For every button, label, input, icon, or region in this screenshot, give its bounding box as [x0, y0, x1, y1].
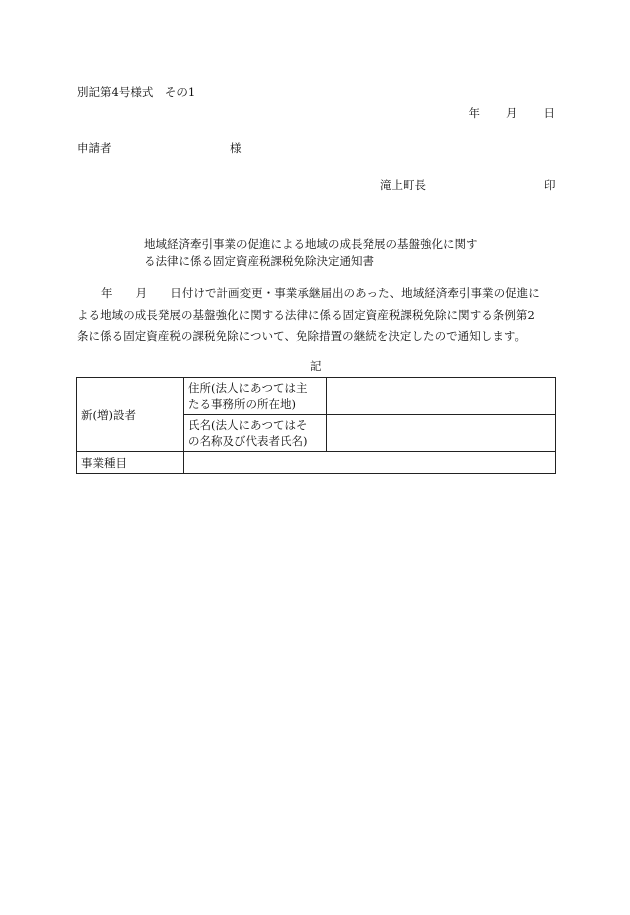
applicant-label: 申請者: [77, 141, 112, 155]
name-label-line: の名称及び代表者氏名): [188, 434, 308, 448]
name-label: [184, 415, 327, 452]
title-line: 地域経済牽引事業の促進による地域の成長発展の基盤強化に関す: [144, 237, 478, 251]
name-value-cell[interactable]: [327, 415, 556, 452]
business-type-value-cell[interactable]: [184, 452, 556, 474]
address-label-line: たる事務所の所在地): [188, 397, 296, 411]
ki-heading: 記: [310, 359, 322, 373]
body-line: よる地域の成長発展の基盤強化に関する法律に係る固定資産税課税免除に関する条例第2: [77, 307, 535, 322]
notice-body: [77, 283, 557, 348]
table-row: [77, 378, 556, 415]
title-line: る法律に係る固定資産税課税免除決定通知書: [144, 254, 374, 268]
date-year-label: 年: [468, 106, 480, 120]
date-line: [469, 105, 556, 121]
establisher-label: 新(増)設者: [77, 378, 184, 452]
form-number-label: 別記第4号様式 その1: [77, 85, 196, 99]
table-row: [77, 452, 556, 474]
body-line: 年 月 日付けで計画変更・事業承継届出のあった、地域経済牽引事業の促進に: [101, 286, 540, 300]
details-table: [76, 377, 556, 474]
document-title: [144, 236, 478, 270]
address-label-line: 住所(法人にあつては主: [188, 381, 308, 395]
business-type-label: 事業種目: [77, 452, 184, 474]
issuer-name: 滝上町長: [380, 178, 426, 192]
date-day-label: 日: [543, 106, 555, 120]
body-line: 条に係る固定資産税の課税免除について、免除措置の継続を決定したので通知します。: [77, 329, 527, 343]
seal-mark: 印: [544, 178, 556, 192]
date-month-label: 月: [506, 106, 518, 120]
name-label-line: 氏名(法人にあつてはそ: [188, 418, 308, 432]
address-value-cell[interactable]: [327, 378, 556, 415]
applicant-honorific: 様: [230, 141, 242, 155]
address-label: [184, 378, 327, 415]
